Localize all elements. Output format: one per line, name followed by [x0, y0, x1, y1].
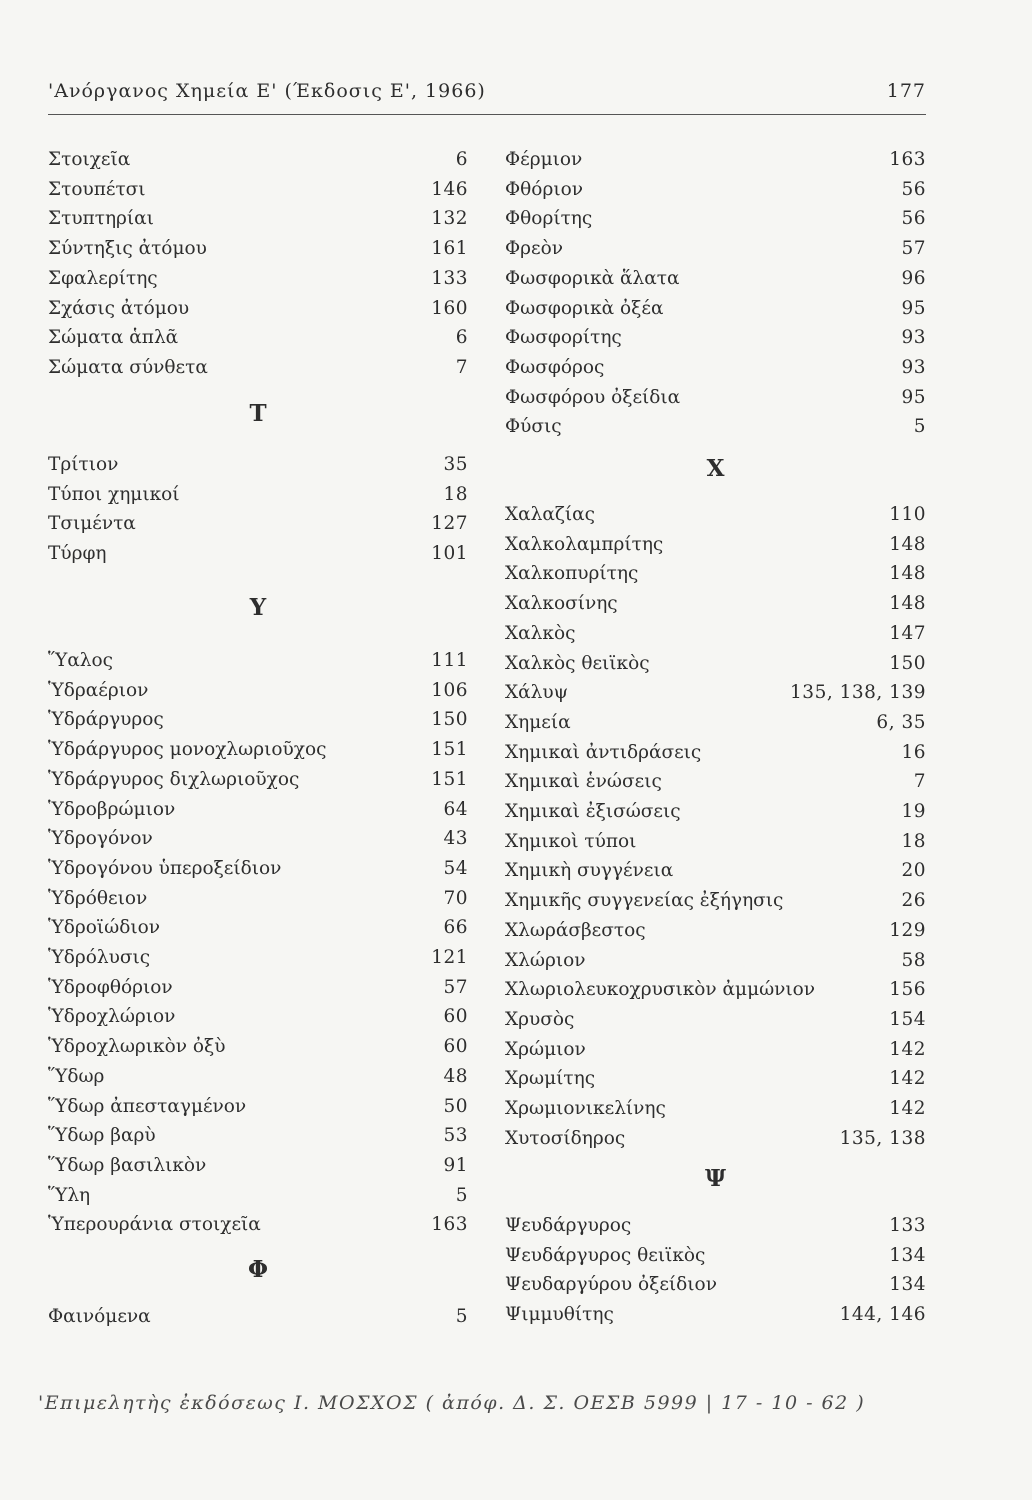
index-page-ref: 18	[443, 483, 468, 505]
index-term: Φωσφόρος	[505, 356, 605, 378]
index-term: Χαλκὸς	[505, 622, 576, 644]
index-term: Στουπέτσι	[48, 178, 146, 200]
index-page-ref: 48	[443, 1065, 468, 1087]
index-page-ref: 66	[443, 917, 468, 939]
index-term: Ὑδροχλώριον	[48, 1006, 176, 1028]
index-term: Φρεὸν	[505, 238, 564, 260]
index-page-ref: 6	[455, 149, 468, 170]
index-entry	[505, 975, 926, 1005]
index-entry	[48, 765, 468, 795]
index-entry	[505, 797, 926, 827]
index-entry	[505, 1064, 926, 1094]
index-page-ref: 163	[889, 149, 926, 170]
index-entry	[48, 539, 468, 569]
index-entry	[505, 353, 926, 383]
index-entry	[48, 676, 468, 706]
index-term: Φέρμιον	[505, 149, 583, 170]
index-entry	[505, 589, 926, 619]
index-page-ref: 142	[889, 1068, 926, 1090]
index-page-ref: 129	[889, 919, 926, 941]
index-page-ref: 163	[431, 1214, 468, 1236]
index-page-ref: 70	[443, 887, 468, 909]
index-entry	[48, 234, 468, 264]
index-term: Σχάσις ἀτόμου	[48, 297, 190, 319]
index-page-ref: 160	[431, 297, 468, 319]
index-term: Σώματα σύνθετα	[48, 356, 208, 378]
index-entry	[505, 619, 926, 649]
index-entry	[505, 204, 926, 234]
index-term: Ὕδωρ βασιλικὸν	[48, 1154, 207, 1176]
index-term: Φωσφόρου ὀξείδια	[505, 386, 681, 408]
index-entry	[48, 795, 468, 825]
index-term: Ὑδροϊώδιον	[48, 917, 161, 939]
index-page-ref: 110	[889, 504, 926, 525]
section-letter: Ψ	[704, 1165, 726, 1192]
index-page-ref: 6, 35	[876, 711, 926, 733]
index-term: Φθόριον	[505, 178, 583, 200]
index-page-ref: 95	[901, 386, 926, 408]
index-page-ref: 146	[431, 178, 468, 200]
index-page-ref: 6	[455, 327, 468, 349]
index-page-ref: 19	[901, 801, 926, 822]
index-entry	[48, 943, 468, 973]
header-rule	[48, 114, 926, 115]
index-term: Χημικοὶ τύποι	[505, 830, 637, 852]
index-term: Ὑπερουράνια στοιχεῖα	[48, 1214, 261, 1236]
index-entry	[48, 1181, 468, 1211]
index-page-ref: 20	[901, 860, 926, 882]
index-entry	[505, 1094, 926, 1124]
index-term: Ψιμμυθίτης	[505, 1304, 614, 1326]
index-entry	[48, 294, 468, 324]
index-term: Σύντηξις ἀτόμου	[48, 238, 207, 260]
index-term: Ψευδάργυρος	[505, 1215, 632, 1236]
index-term: Φθορίτης	[505, 208, 593, 230]
index-entry	[48, 353, 468, 383]
index-term: Ὕδωρ βαρὺ	[48, 1125, 156, 1147]
index-entry	[505, 946, 926, 976]
index-page-ref: 91	[443, 1154, 468, 1176]
index-entry	[505, 856, 926, 886]
page-header	[48, 80, 926, 112]
index-term: Ὑδροχλωρικὸν ὀξὺ	[48, 1036, 226, 1058]
index-entry	[505, 323, 926, 353]
section-letter: Υ	[249, 594, 267, 621]
publisher-footer: 'Επιμελητὴς ἐκδόσεως Ι. ΜΟΣΧΟΣ ( ἀπόφ. Δ. Σ. ΟΕΣΒ 5999 | 17 - 10 - 62 )	[38, 1392, 866, 1414]
index-entry	[48, 145, 468, 175]
index-term: Χημικὴ συγγένεια	[505, 860, 674, 882]
index-term: Ὕαλος	[48, 650, 114, 671]
index-term: Φαινόμενα	[48, 1306, 151, 1327]
index-page-ref: 96	[901, 267, 926, 289]
index-term: Φωσφορίτης	[505, 327, 622, 349]
index-entry	[48, 323, 468, 353]
index-entry	[48, 1210, 468, 1240]
index-page-ref: 121	[431, 947, 468, 968]
index-entry	[505, 649, 926, 679]
index-page-ref: 56	[901, 208, 926, 230]
index-entry	[505, 234, 926, 264]
index-term: Χημεία	[505, 711, 571, 733]
index-page-ref: 148	[889, 593, 926, 615]
book-title: 'Ανόργανος Χημεία Ε' (Έκδοσις Ε', 1966)	[48, 80, 486, 102]
index-term: Χαλκὸς θειϊκὸς	[505, 652, 650, 674]
index-page-ref: 53	[443, 1125, 468, 1147]
index-entry	[48, 1302, 468, 1332]
page-number: 177	[886, 80, 926, 102]
index-page-ref: 148	[889, 563, 926, 585]
index-term: Τύποι χημικοί	[48, 483, 180, 505]
index-page-ref: 16	[901, 741, 926, 763]
section-letter: Χ	[706, 455, 725, 482]
index-entry	[505, 175, 926, 205]
index-entry	[505, 1300, 926, 1330]
index-page-ref: 134	[889, 1274, 926, 1296]
index-term: Σώματα ἁπλᾶ	[48, 327, 179, 349]
index-term: Φωσφορικὰ ἅλατα	[505, 267, 680, 289]
index-term: Χρωμιονικελίνης	[505, 1098, 666, 1119]
index-term: Χρώμιον	[505, 1038, 586, 1060]
index-term: Χημικῆς συγγενείας ἐξήγησις	[505, 890, 784, 912]
index-entry	[48, 913, 468, 943]
index-entry	[48, 1032, 468, 1062]
index-page-ref: 135, 138	[839, 1127, 926, 1149]
index-entry	[48, 646, 468, 676]
index-term: Χρυσὸς	[505, 1008, 575, 1030]
index-entry	[505, 916, 926, 946]
index-page-ref: 50	[443, 1095, 468, 1117]
index-page-ref: 26	[901, 890, 926, 912]
index-entry	[48, 735, 468, 765]
index-term: Σφαλερίτης	[48, 267, 158, 289]
index-term: Χλώριον	[505, 949, 586, 971]
index-term: Τρίτιον	[48, 454, 119, 475]
index-entry	[48, 509, 468, 539]
index-entry	[505, 383, 926, 413]
index-term: Χαλκοσίνης	[505, 593, 618, 615]
index-entry	[505, 1211, 926, 1241]
index-term: Στυπτηρίαι	[48, 208, 154, 230]
index-page-ref: 151	[431, 768, 468, 790]
index-term: Χυτοσίδηρος	[505, 1127, 626, 1149]
index-entry	[48, 1092, 468, 1122]
index-entry	[505, 708, 926, 738]
index-term: Ὑδράργυρος διχλωριοῦχος	[48, 768, 300, 790]
index-page-ref: 35	[443, 454, 468, 475]
index-page-ref: 156	[889, 979, 926, 1001]
index-term: Φύσις	[505, 416, 562, 438]
index-page-ref: 95	[901, 297, 926, 319]
index-page-ref: 18	[901, 830, 926, 852]
index-entry	[48, 884, 468, 914]
index-page-ref: 60	[443, 1036, 468, 1058]
index-page-ref: 54	[443, 857, 468, 879]
index-entry	[505, 886, 926, 916]
index-entry	[505, 500, 926, 530]
index-page-ref: 154	[889, 1008, 926, 1030]
index-entry	[48, 264, 468, 294]
index-entry	[48, 705, 468, 735]
index-entry	[48, 854, 468, 884]
index-entry	[48, 204, 468, 234]
index-entry	[48, 450, 468, 480]
index-term: Χλωράσβεστος	[505, 919, 646, 941]
index-term: Χημικαὶ ἐξισώσεις	[505, 801, 681, 822]
index-term: Χαλκοπυρίτης	[505, 563, 639, 585]
index-entry	[505, 1270, 926, 1300]
index-entry	[505, 1241, 926, 1271]
index-term: Ὑδραέριον	[48, 679, 149, 701]
index-entry	[48, 1062, 468, 1092]
index-entry	[505, 145, 926, 175]
index-page-ref: 161	[431, 238, 468, 260]
index-page-ref: 147	[889, 622, 926, 644]
index-entry	[505, 678, 926, 708]
index-term: Στοιχεῖα	[48, 149, 131, 170]
index-entry	[48, 973, 468, 1003]
index-page-ref: 93	[901, 356, 926, 378]
index-page-ref: 135, 138, 139	[790, 682, 926, 704]
index-term: Ὑδρόλυσις	[48, 947, 151, 968]
index-entry	[505, 1124, 926, 1154]
index-term: Ὑδρογόνου ὑπεροξείδιον	[48, 857, 282, 879]
index-term: Χαλαζίας	[505, 504, 596, 525]
index-page-ref: 58	[901, 949, 926, 971]
index-entry	[505, 767, 926, 797]
index-page-ref: 133	[431, 267, 468, 289]
index-entry	[505, 738, 926, 768]
index-term: Φωσφορικὰ ὀξέα	[505, 297, 664, 319]
index-page-ref: 57	[901, 238, 926, 260]
index-page-ref: 5	[455, 1306, 468, 1327]
index-page-ref: 133	[889, 1215, 926, 1236]
index-page-ref: 57	[443, 976, 468, 998]
index-entry	[505, 412, 926, 442]
index-entry	[505, 264, 926, 294]
index-page-ref: 106	[431, 679, 468, 701]
index-term: Ψευδαργύρου ὀξείδιον	[505, 1274, 717, 1296]
index-term: Χαλκολαμπρίτης	[505, 533, 664, 555]
index-term: Ὑδράργυρος	[48, 709, 164, 731]
index-term: Τύρφη	[48, 543, 107, 565]
index-page-ref: 142	[889, 1098, 926, 1119]
index-page-ref: 60	[443, 1006, 468, 1028]
index-page-ref: 111	[431, 650, 468, 671]
index-page-ref: 7	[455, 356, 468, 378]
index-entry	[48, 1151, 468, 1181]
index-page-ref: 142	[889, 1038, 926, 1060]
index-page-ref: 7	[913, 771, 926, 793]
index-term: Ὕδωρ	[48, 1065, 105, 1087]
index-entry	[48, 824, 468, 854]
index-term: Τσιμέντα	[48, 513, 136, 535]
index-page-ref: 5	[455, 1184, 468, 1206]
index-term: Ὑδρόθειον	[48, 887, 148, 909]
index-entry	[505, 559, 926, 589]
index-term: Χημικαὶ ἀντιδράσεις	[505, 741, 702, 763]
index-page-ref: 134	[889, 1244, 926, 1266]
index-page-ref: 127	[431, 513, 468, 535]
index-entry	[505, 294, 926, 324]
index-page-ref: 148	[889, 533, 926, 555]
index-entry	[505, 530, 926, 560]
index-page-ref: 5	[913, 416, 926, 438]
index-page-ref: 93	[901, 327, 926, 349]
index-term: Ὕλη	[48, 1184, 91, 1206]
index-term: Ὑδράργυρος μονοχλωριοῦχος	[48, 739, 327, 761]
index-page-ref: 56	[901, 178, 926, 200]
index-entry	[505, 827, 926, 857]
index-term: Ὑδροβρώμιον	[48, 798, 176, 820]
index-entry	[48, 480, 468, 510]
section-letter: Φ	[247, 1256, 269, 1283]
index-entry	[48, 175, 468, 205]
index-term: Ὑδροφθόριον	[48, 976, 173, 998]
index-page-ref: 101	[431, 543, 468, 565]
index-page-ref: 150	[889, 652, 926, 674]
index-page-ref: 64	[443, 798, 468, 820]
index-term: Ψευδάργυρος θειϊκὸς	[505, 1244, 706, 1266]
index-page-ref: 151	[431, 739, 468, 761]
index-entry	[48, 1002, 468, 1032]
index-term: Χλωριολευκοχρυσικὸν ἀμμώνιον	[505, 979, 816, 1001]
index-entry	[505, 1035, 926, 1065]
index-entry	[48, 1121, 468, 1151]
index-page-ref: 132	[431, 208, 468, 230]
index-term: Χρωμίτης	[505, 1068, 596, 1090]
index-term: Ὕδωρ ἀπεσταγμένον	[48, 1095, 247, 1117]
index-page-ref: 144, 146	[839, 1304, 926, 1326]
index-term: Ὑδρογόνον	[48, 828, 153, 850]
index-entry	[505, 1005, 926, 1035]
index-page-ref: 43	[443, 828, 468, 850]
index-page-ref: 150	[431, 709, 468, 731]
index-term: Χάλυψ	[505, 682, 569, 704]
index-term: Χημικαὶ ἑνώσεις	[505, 771, 662, 793]
section-letter: Τ	[249, 400, 267, 427]
